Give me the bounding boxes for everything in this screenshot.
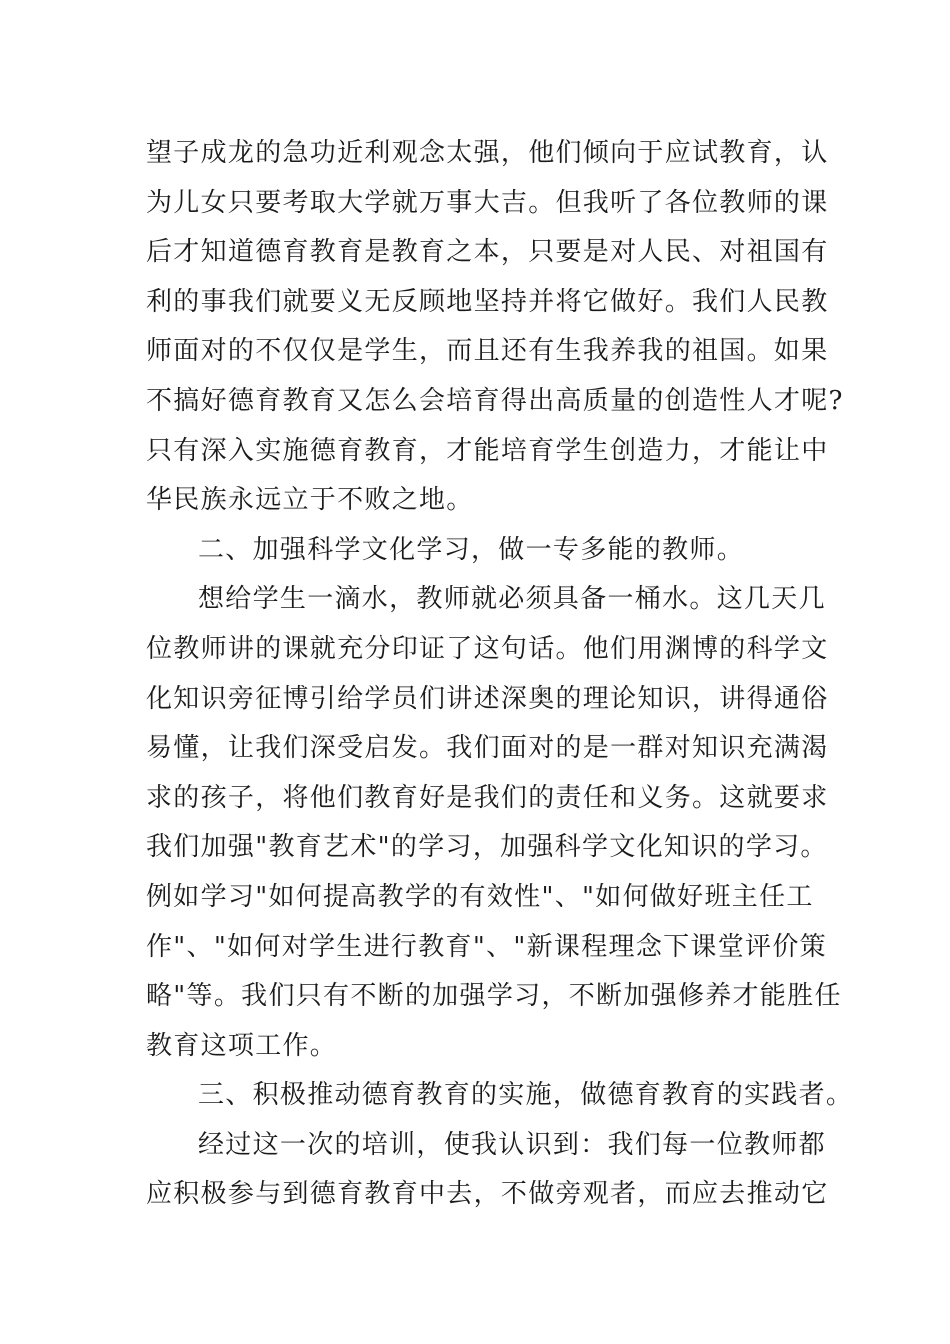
text-line: 作"、"如何对学生进行教育"、"新课程理念下课堂评价策 [146, 931, 827, 962]
text-line: 教育这项工作。 [146, 1030, 338, 1061]
paragraph-first-line: 经过这一次的培训，使我认识到：我们每一位教师都 [198, 1129, 826, 1160]
text-line: 应积极参与到德育教育中去，不做旁观者，而应去推动它 [146, 1179, 829, 1210]
document-body [146, 129, 854, 1220]
text-line: 华民族永远立于不败之地。 [146, 485, 474, 516]
text-line: 我们加强"教育艺术"的学习，加强科学文化知识的学习。 [146, 832, 828, 863]
text-line: 后才知道德育教育是教育之本，只要是对人民、对祖国有 [146, 237, 829, 268]
text-line: 例如学习"如何提高教学的有效性"、"如何做好班主任工 [146, 881, 814, 912]
text-line: 化知识旁征博引给学员们讲述深奥的理论知识，讲得通俗 [146, 683, 829, 714]
text-line: 为儿女只要考取大学就万事大吉。但我听了各位教师的课 [146, 187, 829, 218]
text-line: 利的事我们就要义无反顾地坚持并将它做好。我们人民教 [146, 286, 829, 317]
text-line: 位教师讲的课就充分印证了这句话。他们用渊博的科学文 [146, 633, 829, 664]
text-line: 略"等。我们只有不断的加强学习，不断加强修养才能胜任 [146, 981, 842, 1012]
paragraph-first-line: 想给学生一滴水，教师就必须具备一桶水。这几天几 [198, 584, 826, 615]
section-heading: 二、加强科学文化学习，做一专多能的教师。 [198, 534, 745, 565]
text-line: 师面对的不仅仅是学生，而且还有生我养我的祖国。如果 [146, 336, 829, 367]
text-line: 只有深入实施德育教育，才能培育学生创造力，才能让中 [146, 435, 829, 466]
text-line: 求的孩子，将他们教育好是我们的责任和义务。这就要求 [146, 782, 829, 813]
text-line: 易懂，让我们深受启发。我们面对的是一群对知识充满渴 [146, 733, 829, 764]
text-line: 望子成龙的急功近利观念太强，他们倾向于应试教育，认 [146, 138, 829, 168]
section-heading: 三、积极推动德育教育的实施，做德育教育的实践者。 [198, 1080, 854, 1111]
text-line: 不搞好德育教育又怎么会培育得出高质量的创造性人才呢? [146, 385, 844, 416]
